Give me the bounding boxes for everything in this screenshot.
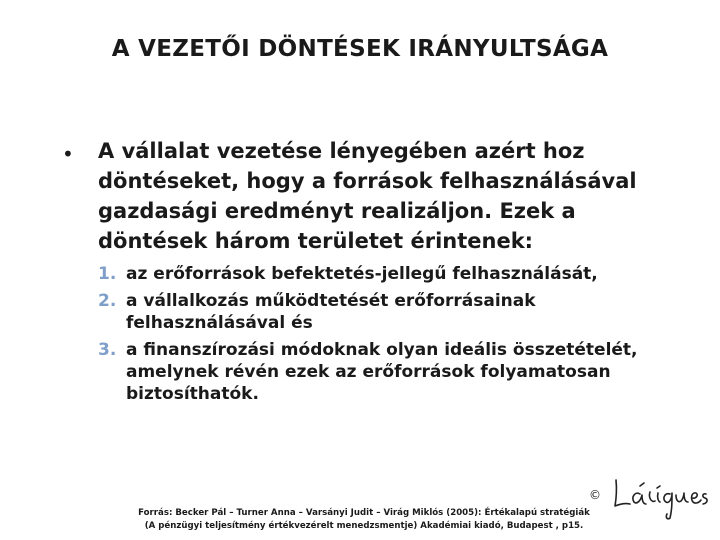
handwritten-signature bbox=[610, 466, 714, 522]
sub-list bbox=[98, 263, 658, 410]
list-item bbox=[98, 290, 658, 334]
list-item-text: a finanszírozási módoknak olyan ideális összetételét, amelynek révén ezek az erőforrások folyamatosan biztosíthatók. bbox=[126, 340, 638, 404]
bullet-marker: • bbox=[62, 142, 74, 166]
source-credit bbox=[124, 507, 604, 533]
list-item bbox=[98, 339, 658, 405]
copyright-symbol: © bbox=[589, 488, 601, 502]
list-item-text: az erőforrások befektetés-jellegű felhasználását, bbox=[126, 264, 598, 284]
list-item bbox=[98, 263, 658, 285]
credit-line-2: (A pénzügyi teljesítmény értékvezérelt menedzsmentje) Akadémiai kiadó, Budapest , p15. bbox=[144, 521, 584, 531]
credit-line-1: Forrás: Becker Pál – Turner Anna – Varsányi Judit – Virág Miklós (2005): Értékalapú stratégiák bbox=[138, 508, 590, 518]
list-item-number: 1. bbox=[98, 264, 117, 284]
list-item-text: a vállalkozás működtetését erőforrásainak felhasználásával és bbox=[126, 291, 536, 333]
slide-title: A VEZETŐI DÖNTÉSEK IRÁNYULTSÁGA bbox=[111, 36, 609, 62]
list-item-number: 3. bbox=[98, 340, 117, 360]
main-paragraph: A vállalat vezetése lényegében azért hoz döntéseket, hogy a források felhasználásával gazdasági eredményt realizáljon. Ezek a döntések három területet érintenek: bbox=[98, 139, 637, 253]
list-item-number: 2. bbox=[98, 291, 117, 311]
